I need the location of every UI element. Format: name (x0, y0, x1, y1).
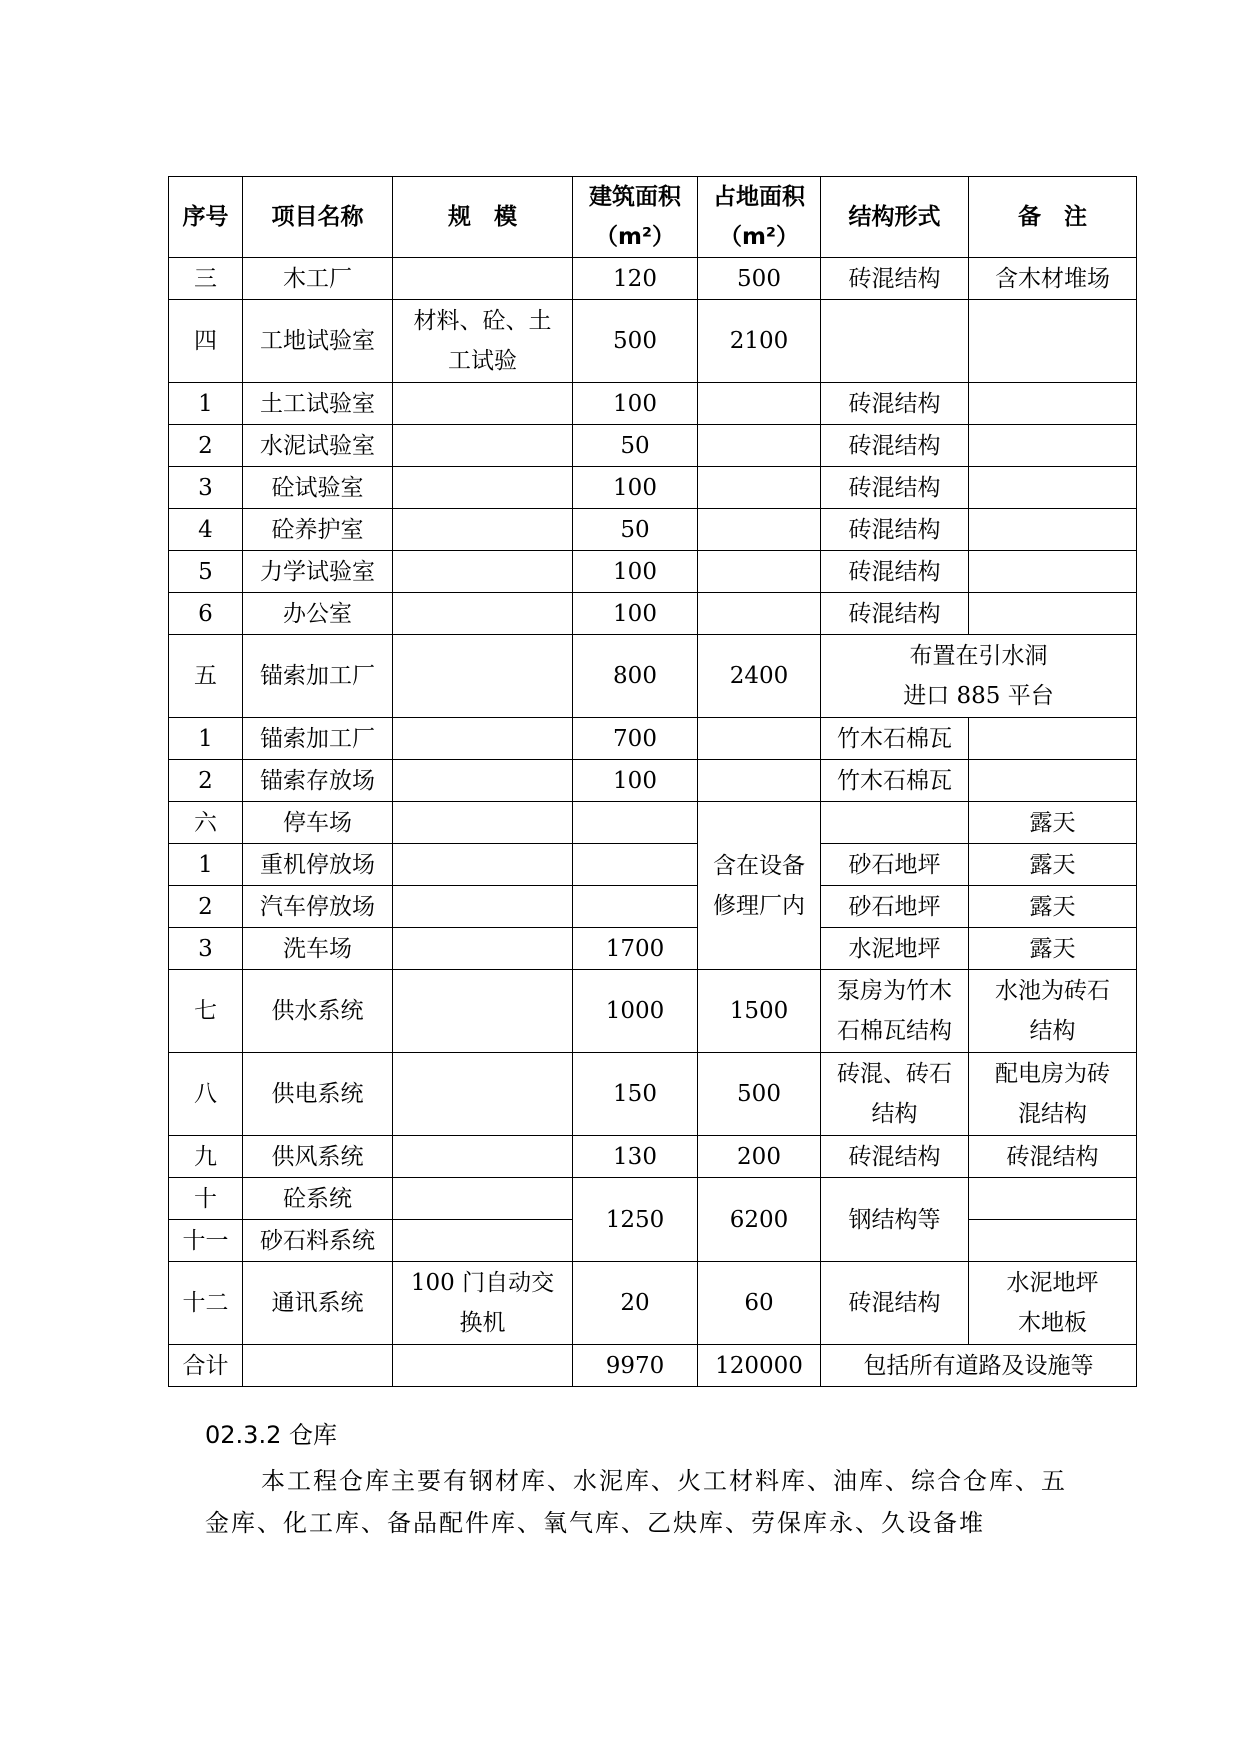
cell-structure: 砖混结构 (821, 1136, 969, 1178)
cell-build-area: 130 (573, 1136, 698, 1178)
cell-land-area (698, 718, 821, 760)
cell-scale (393, 1345, 573, 1387)
table-row (169, 844, 1137, 886)
cell-scale (393, 509, 573, 551)
cell-structure: 竹木石棉瓦 (821, 760, 969, 802)
cell-name: 洗车场 (243, 928, 393, 970)
cell-build-area: 100 (573, 760, 698, 802)
cell-seq: 八 (169, 1053, 243, 1136)
cell-land-area: 200 (698, 1136, 821, 1178)
table-row (169, 467, 1137, 509)
cell-remark: 砖混结构 (969, 1136, 1137, 1178)
cell-scale (393, 635, 573, 718)
cell-remark (969, 593, 1137, 635)
cell-structure: 砖混结构 (821, 509, 969, 551)
header-structure: 结构形式 (821, 177, 969, 258)
cell-scale (393, 383, 573, 425)
cell-seq: 六 (169, 802, 243, 844)
cell-name: 砼养护室 (243, 509, 393, 551)
cell-land-area: 60 (698, 1262, 821, 1345)
cell-remark (969, 718, 1137, 760)
cell-name: 土工试验室 (243, 383, 393, 425)
cell-scale (393, 593, 573, 635)
table-row (169, 886, 1137, 928)
cell-seq: 七 (169, 970, 243, 1053)
cell-remark: 露天 (969, 844, 1137, 886)
table-row (169, 1136, 1137, 1178)
cell-build-area: 500 (573, 300, 698, 383)
table-row (169, 509, 1137, 551)
header-land-area: 占地面积 （m²） (698, 177, 821, 258)
cell-name: 砂石料系统 (243, 1220, 393, 1262)
cell-structure: 砖混结构 (821, 551, 969, 593)
cell-seq: 3 (169, 928, 243, 970)
cell-remark (969, 425, 1137, 467)
cell-seq: 4 (169, 509, 243, 551)
cell-seq: 5 (169, 551, 243, 593)
cell-remark (969, 1178, 1137, 1220)
cell-structure (821, 802, 969, 844)
table-row (169, 635, 1137, 718)
cell-name: 锚索存放场 (243, 760, 393, 802)
cell-seq: 四 (169, 300, 243, 383)
table-row (169, 928, 1137, 970)
cell-remark (969, 551, 1137, 593)
cell-build-area: 50 (573, 509, 698, 551)
cell-name: 工地试验室 (243, 300, 393, 383)
cell-scale (393, 844, 573, 886)
cell-land-area-merged: 6200 (698, 1178, 821, 1262)
cell-build-area-merged: 1250 (573, 1178, 698, 1262)
table-row (169, 383, 1137, 425)
cell-remark (969, 383, 1137, 425)
cell-build-area: 100 (573, 383, 698, 425)
cell-build-area: 120 (573, 258, 698, 300)
table-row (169, 425, 1137, 467)
cell-land-area (698, 551, 821, 593)
cell-scale (393, 1220, 573, 1262)
cell-seq: 6 (169, 593, 243, 635)
section-heading: 02.3.2 仓库 (205, 1421, 337, 1449)
cell-remark (969, 300, 1137, 383)
cell-seq: 十一 (169, 1220, 243, 1262)
cell-land-area: 1500 (698, 970, 821, 1053)
cell-structure: 砖混结构 (821, 258, 969, 300)
cell-structure: 砂石地坪 (821, 844, 969, 886)
cell-scale (393, 802, 573, 844)
table-row (169, 802, 1137, 844)
cell-build-area: 9970 (573, 1345, 698, 1387)
section-paragraph: 本工程仓库主要有钢材库、水泥库、火工材料库、油库、综合仓库、五金库、化工库、备品配件库、氧气库、乙炔库、劳保库永、久设备堆 (205, 1467, 1067, 1537)
cell-scale (393, 970, 573, 1053)
cell-remark (969, 760, 1137, 802)
cell-land-area (698, 383, 821, 425)
cell-name: 锚索加工厂 (243, 635, 393, 718)
cell-scale (393, 258, 573, 300)
cell-scale (393, 551, 573, 593)
cell-land-area (698, 760, 821, 802)
cell-name: 供电系统 (243, 1053, 393, 1136)
table-row (169, 1178, 1137, 1220)
cell-remark: 含木材堆场 (969, 258, 1137, 300)
cell-scale (393, 760, 573, 802)
cell-seq: 1 (169, 844, 243, 886)
cell-seq: 2 (169, 886, 243, 928)
cell-land-area: 2400 (698, 635, 821, 718)
cell-structure: 砖混结构 (821, 1262, 969, 1345)
cell-name: 力学试验室 (243, 551, 393, 593)
cell-build-area: 1000 (573, 970, 698, 1053)
cell-seq: 十 (169, 1178, 243, 1220)
facility-table (168, 176, 1137, 1387)
cell-build-area: 100 (573, 593, 698, 635)
cell-build-area: 800 (573, 635, 698, 718)
cell-seq: 2 (169, 425, 243, 467)
cell-land-area: 500 (698, 258, 821, 300)
cell-name: 办公室 (243, 593, 393, 635)
cell-structure (821, 300, 969, 383)
cell-scale (393, 467, 573, 509)
cell-structure: 泵房为竹木 石棉瓦结构 (821, 970, 969, 1053)
cell-remark (969, 1220, 1137, 1262)
cell-scale (393, 1178, 573, 1220)
header-seq: 序号 (169, 177, 243, 258)
cell-seq: 3 (169, 467, 243, 509)
cell-remark (969, 467, 1137, 509)
table-header-row (169, 177, 1137, 258)
cell-scale: 材料、砼、土 工试验 (393, 300, 573, 383)
cell-structure: 竹木石棉瓦 (821, 718, 969, 760)
cell-build-area: 100 (573, 467, 698, 509)
table-row (169, 718, 1137, 760)
table-row (169, 300, 1137, 383)
table-row (169, 970, 1137, 1053)
table-row (169, 593, 1137, 635)
cell-remark: 水泥地坪 木地板 (969, 1262, 1137, 1345)
cell-remark (969, 509, 1137, 551)
cell-scale (393, 718, 573, 760)
cell-seq: 1 (169, 383, 243, 425)
cell-structure: 砖混、砖石 结构 (821, 1053, 969, 1136)
cell-build-area: 20 (573, 1262, 698, 1345)
cell-build-area (573, 844, 698, 886)
cell-remark: 配电房为砖 混结构 (969, 1053, 1137, 1136)
cell-structure: 水泥地坪 (821, 928, 969, 970)
cell-name: 供水系统 (243, 970, 393, 1053)
cell-structure: 砖混结构 (821, 425, 969, 467)
cell-land-area (698, 509, 821, 551)
cell-name: 停车场 (243, 802, 393, 844)
cell-build-area: 700 (573, 718, 698, 760)
cell-structure: 砖混结构 (821, 467, 969, 509)
cell-land-area (698, 425, 821, 467)
cell-name: 砼试验室 (243, 467, 393, 509)
cell-seq: 九 (169, 1136, 243, 1178)
cell-name: 通讯系统 (243, 1262, 393, 1345)
cell-structure: 砂石地坪 (821, 886, 969, 928)
table-row (169, 551, 1137, 593)
cell-seq: 五 (169, 635, 243, 718)
cell-structure-remark: 包括所有道路及设施等 (821, 1345, 1137, 1387)
cell-name: 砼系统 (243, 1178, 393, 1220)
cell-land-area: 2100 (698, 300, 821, 383)
cell-build-area: 1700 (573, 928, 698, 970)
header-remark: 备 注 (969, 177, 1137, 258)
cell-seq: 合计 (169, 1345, 243, 1387)
table-total-row (169, 1345, 1137, 1387)
header-build-area: 建筑面积 （m²） (573, 177, 698, 258)
cell-build-area: 150 (573, 1053, 698, 1136)
cell-structure: 砖混结构 (821, 593, 969, 635)
cell-scale (393, 425, 573, 467)
table-row (169, 760, 1137, 802)
cell-land-area: 120000 (698, 1345, 821, 1387)
cell-build-area: 50 (573, 425, 698, 467)
cell-seq: 1 (169, 718, 243, 760)
cell-remark: 露天 (969, 802, 1137, 844)
table-row (169, 1053, 1137, 1136)
cell-build-area (573, 886, 698, 928)
header-scale: 规 模 (393, 177, 573, 258)
cell-seq: 三 (169, 258, 243, 300)
cell-land-area (698, 467, 821, 509)
cell-build-area: 100 (573, 551, 698, 593)
cell-remark: 露天 (969, 886, 1137, 928)
cell-land-area (698, 593, 821, 635)
cell-scale (393, 1136, 573, 1178)
cell-scale (393, 1053, 573, 1136)
cell-seq: 2 (169, 760, 243, 802)
header-name: 项目名称 (243, 177, 393, 258)
cell-name: 供风系统 (243, 1136, 393, 1178)
table-row (169, 1262, 1137, 1345)
table-row (169, 258, 1137, 300)
cell-structure-merged: 钢结构等 (821, 1178, 969, 1262)
cell-land-area: 500 (698, 1053, 821, 1136)
cell-name: 汽车停放场 (243, 886, 393, 928)
cell-name: 水泥试验室 (243, 425, 393, 467)
cell-name: 重机停放场 (243, 844, 393, 886)
cell-remark: 水池为砖石 结构 (969, 970, 1137, 1053)
cell-name: 木工厂 (243, 258, 393, 300)
cell-structure: 砖混结构 (821, 383, 969, 425)
cell-scale: 100 门自动交 换机 (393, 1262, 573, 1345)
cell-scale (393, 928, 573, 970)
cell-land-area-merged: 含在设备 修理厂内 (698, 802, 821, 970)
cell-name: 锚索加工厂 (243, 718, 393, 760)
cell-build-area (573, 802, 698, 844)
cell-seq: 十二 (169, 1262, 243, 1345)
cell-structure-remark: 布置在引水洞 进口 885 平台 (821, 635, 1137, 718)
cell-name (243, 1345, 393, 1387)
cell-scale (393, 886, 573, 928)
cell-remark: 露天 (969, 928, 1137, 970)
